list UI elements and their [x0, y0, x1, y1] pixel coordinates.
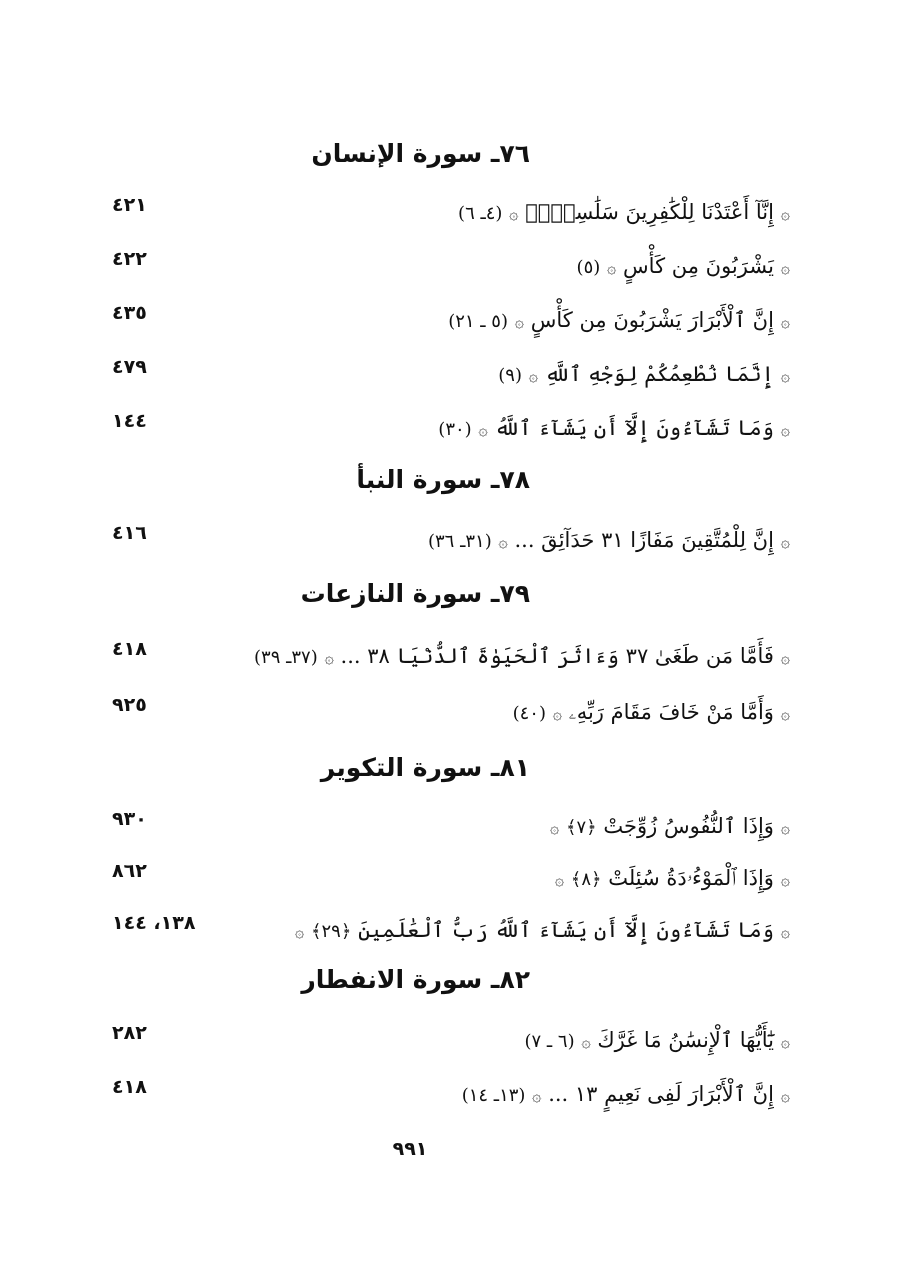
verse-text: وَمَا تَشَآءُونَ إِلَّآ أَن يَشَآءَ ٱللَّهُ: [494, 416, 774, 440]
index-entry: [0, 352, 900, 396]
verse-text: وَإِذَا ٱلْمَوْءُۥدَةُ سُئِلَتْ: [608, 866, 774, 890]
verse-text: إِنَّ ٱلْأَبْرَارَ يَشْرَبُونَ مِن كَأْسٍ: [530, 308, 774, 332]
ornate-bracket-close-icon: ۞: [581, 1032, 591, 1051]
verse-text: فَأَمَّا مَن طَغَىٰ ٣٧ وَءَاثَرَ ٱلْحَيَوٰةَ ٱلدُّنْيَا ٣٨ ...: [340, 644, 774, 668]
verse-ref: ﴿٨﴾: [570, 869, 602, 890]
ornate-bracket-close-icon: ۞: [606, 258, 617, 277]
ornate-bracket-open-icon: ۞: [780, 312, 790, 331]
ornate-bracket-close-icon: ۞: [552, 704, 563, 723]
ornate-bracket-close-icon: ۞: [554, 870, 565, 889]
surah-heading: ٧٩ـ سورة النازعات: [300, 579, 530, 608]
ornate-bracket-open-icon: ۞: [780, 366, 790, 385]
ornate-bracket-close-icon: ۞: [532, 1086, 542, 1105]
verse-ref: (٥): [576, 257, 601, 278]
ornate-bracket-open-icon: ۞: [780, 1032, 790, 1051]
verse-ref: (٥ ـ ٢١): [448, 311, 508, 332]
verse-ref: (٣٠): [438, 419, 472, 440]
index-entry: [0, 690, 900, 734]
ornate-bracket-close-icon: ۞: [478, 420, 488, 439]
verse-ref: ﴿٧﴾: [565, 817, 597, 838]
verse-ref: (١٣ـ ١٤): [461, 1085, 526, 1106]
ornate-bracket-close-icon: ۞: [549, 818, 560, 837]
page-numbers: ٩٣٠: [112, 808, 147, 830]
page-numbers: ٤٣٥: [112, 302, 147, 324]
ornate-bracket-open-icon: ۞: [780, 648, 790, 667]
verse-text: وَإِذَا ٱلنُّفُوسُ زُوِّجَتْ: [603, 814, 774, 838]
index-entry: [0, 1072, 900, 1116]
page-numbers: ٩٢٥: [112, 694, 147, 716]
index-entry: [0, 244, 900, 288]
ornate-bracket-close-icon: ۞: [294, 922, 305, 941]
page-numbers: ٤٢٢: [112, 248, 147, 270]
page-number: ٩٩١: [392, 1138, 428, 1160]
index-entry: [0, 518, 900, 562]
verse-text: وَأَمَّا مَنْ خَافَ مَقَامَ رَبِّهِۦ: [568, 700, 774, 724]
verse-text: يَشْرَبُونَ مِن كَأْسٍ: [623, 254, 774, 278]
ornate-bracket-open-icon: ۞: [780, 420, 790, 439]
verse-ref: (٣٧ـ ٣٩): [254, 647, 318, 668]
ornate-bracket-open-icon: ۞: [780, 258, 790, 277]
page-numbers: ٤١٨: [112, 1076, 147, 1098]
index-entry: [0, 856, 900, 900]
surah-heading: ٧٨ـ سورة النبأ: [356, 465, 530, 494]
verse-text: إِنَّ لِلْمُتَّقِينَ مَفَازًا ٣١ حَدَآئِقَ ...: [514, 528, 774, 552]
verse-ref: (٤ـ ٦): [458, 203, 503, 224]
page-numbers: ٤١٨: [112, 638, 147, 660]
verse-text: إِنَّ ٱلْأَبْرَارَ لَفِى نَعِيمٍ ١٣ ...: [548, 1082, 774, 1106]
verse-ref: ﴿٢٩﴾: [310, 921, 352, 942]
verse-ref: (٣١ـ ٣٦): [427, 531, 492, 552]
page-numbers: ١٤٤: [112, 410, 147, 432]
surah-heading: ٨٢ـ سورة الانفطار: [301, 965, 530, 994]
index-entry: [0, 298, 900, 342]
ornate-bracket-open-icon: ۞: [780, 870, 790, 889]
ornate-bracket-open-icon: ۞: [780, 204, 790, 223]
verse-text: وَمَا تَشَآءُونَ إِلَّآ أَن يَشَآءَ ٱللَّهُ رَبُّ ٱلْعَٰلَمِينَ: [358, 918, 774, 942]
page-numbers: ٤٧٩: [112, 356, 147, 378]
verse-ref: (٦ ـ ٧): [524, 1031, 575, 1052]
page-numbers: ٤٢١: [112, 194, 147, 216]
surah-heading: ٧٦ـ سورة الإنسان: [311, 139, 530, 168]
ornate-bracket-open-icon: ۞: [780, 818, 790, 837]
verse-text: إِنَّمَا نُطْعِمُكُمْ لِوَجْهِ ٱللَّهِ: [544, 362, 774, 386]
verse-ref: (٤٠): [512, 703, 546, 724]
index-entry: [0, 804, 900, 848]
verse-text: يَٰٓأَيُّهَا ٱلْإِنسَٰنُ مَا غَرَّكَ: [597, 1028, 774, 1052]
ornate-bracket-close-icon: ۞: [514, 312, 525, 331]
ornate-bracket-close-icon: ۞: [498, 532, 508, 551]
ornate-bracket-open-icon: ۞: [780, 1086, 790, 1105]
index-entry: [0, 190, 900, 234]
page-numbers: ٢٨٢: [112, 1022, 147, 1044]
ornate-bracket-close-icon: ۞: [509, 204, 519, 223]
verse-text: إِنَّآ أَعْتَدْنَا لِلْكَٰفِرِينَ سَلَٰسِلَا۟: [525, 200, 774, 224]
index-entry: [0, 1018, 900, 1062]
index-entry: [0, 406, 900, 450]
index-entry: [0, 634, 900, 678]
page-numbers: ١٣٨، ١٤٤: [112, 912, 196, 934]
page-numbers: ٨٦٢: [112, 860, 147, 882]
verse-ref: (٩): [498, 365, 522, 386]
ornate-bracket-close-icon: ۞: [324, 648, 334, 667]
ornate-bracket-open-icon: ۞: [780, 922, 790, 941]
index-entry: [0, 908, 900, 952]
ornate-bracket-close-icon: ۞: [528, 366, 539, 385]
ornate-bracket-open-icon: ۞: [780, 704, 790, 723]
page-numbers: ٤١٦: [112, 522, 147, 544]
ornate-bracket-open-icon: ۞: [780, 532, 790, 551]
surah-heading: ٨١ـ سورة التكوير: [320, 753, 530, 782]
